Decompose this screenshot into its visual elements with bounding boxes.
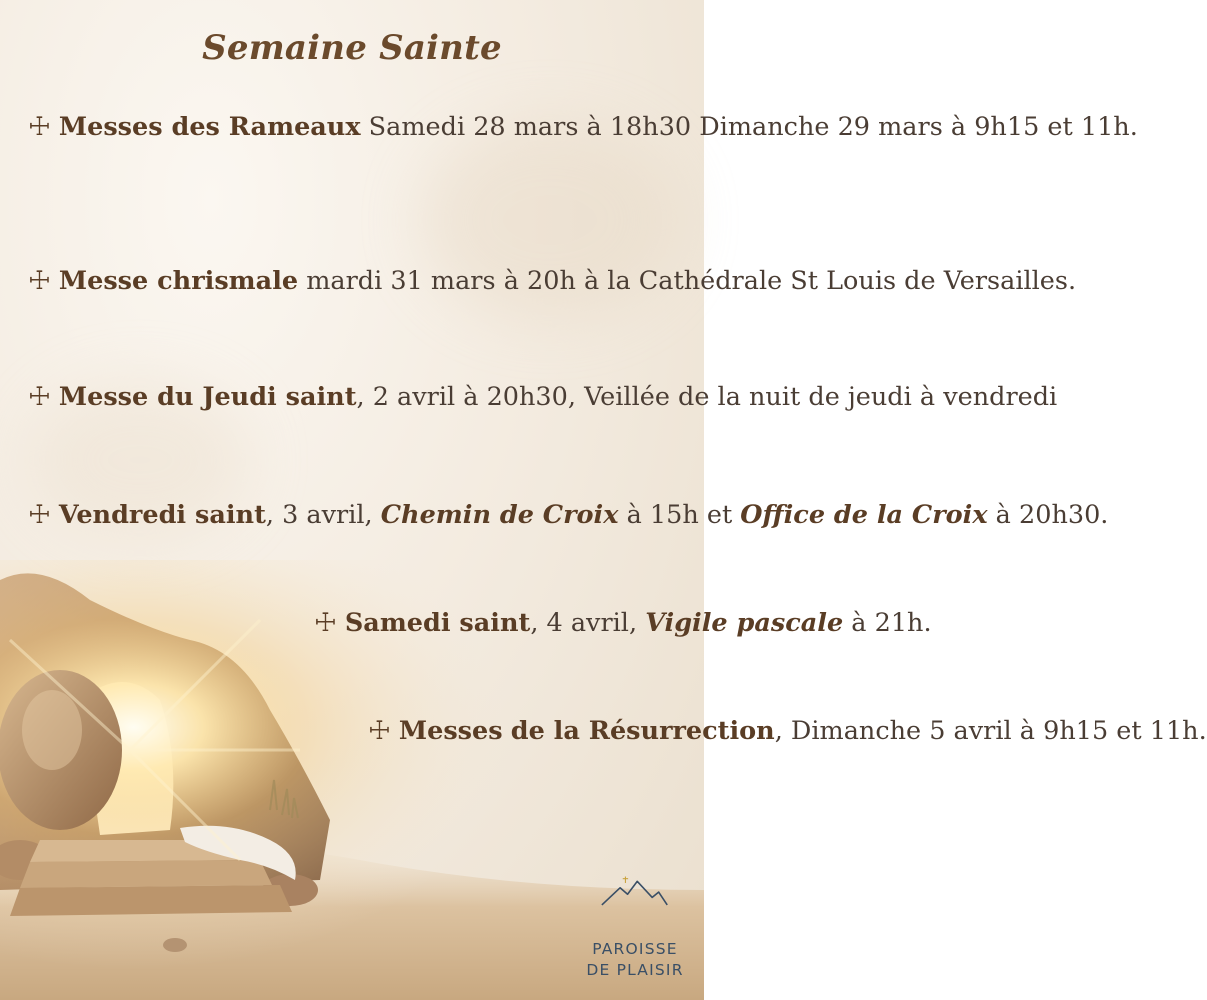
rameaux-line2: Dimanche 29 mars à 9h15 et 11h.	[699, 112, 1138, 142]
samedi-date: , 4 avril,	[530, 608, 638, 638]
samedi-line2-post: à 21h.	[843, 608, 932, 638]
rameaux-line1: Samedi 28 mars à 18h30	[368, 112, 692, 142]
vendredi-heading: Vendredi saint	[58, 500, 266, 530]
resurrection-comma: ,	[774, 716, 783, 746]
cross-icon: ☩	[314, 608, 337, 638]
chrismale-heading: Messe chrismale	[58, 266, 299, 296]
cross-icon: ☩	[28, 112, 51, 142]
cross-icon: ☩	[28, 382, 51, 412]
vendredi-line2-pre: à 15h et	[626, 500, 741, 530]
logo-line1: PAROISSE	[592, 940, 678, 958]
vendredi-date: , 3 avril,	[265, 500, 381, 530]
samedi-heading: Samedi saint	[344, 608, 531, 638]
vendredi-emph1: Chemin de Croix	[380, 500, 619, 530]
section-chrismale	[28, 262, 1076, 300]
section-vendredi	[28, 496, 1108, 534]
section-jeudi	[28, 378, 1057, 416]
cross-icon: ☩	[28, 266, 51, 296]
logo-line2: DE PLAISIR	[586, 961, 684, 979]
cross-icon: ☩	[368, 716, 391, 746]
section-samedi	[314, 604, 932, 642]
jeudi-heading: Messe du Jeudi saint	[58, 382, 357, 412]
rameaux-heading: Messes des Rameaux	[58, 112, 361, 142]
chrismale-line2: à la Cathédrale St Louis de Versailles.	[583, 266, 1077, 296]
section-rameaux	[28, 108, 1138, 146]
resurrection-line3: Dimanche 5 avril	[790, 716, 1012, 746]
resurrection-heading: Messes	[398, 716, 503, 746]
cross-icon: ☩	[28, 500, 51, 530]
chrismale-date: mardi 31 mars à 20h	[298, 266, 576, 296]
resurrection-line4: à 9h15 et 11h.	[1019, 716, 1207, 746]
vendredi-line2-post: à 20h30.	[987, 500, 1109, 530]
jeudi-line2: Veillée de la nuit de jeudi à vendredi	[584, 382, 1058, 412]
resurrection-line2: de la Résurrection	[510, 716, 775, 746]
jeudi-date: , 2 avril à 20h30,	[356, 382, 576, 412]
section-resurrection	[368, 712, 1207, 750]
samedi-emph: Vigile pascale	[645, 608, 844, 638]
mountain-logo-icon	[568, 876, 700, 936]
vendredi-emph2: Office de la Croix	[740, 500, 988, 530]
page-title: Semaine Sainte	[202, 28, 502, 68]
